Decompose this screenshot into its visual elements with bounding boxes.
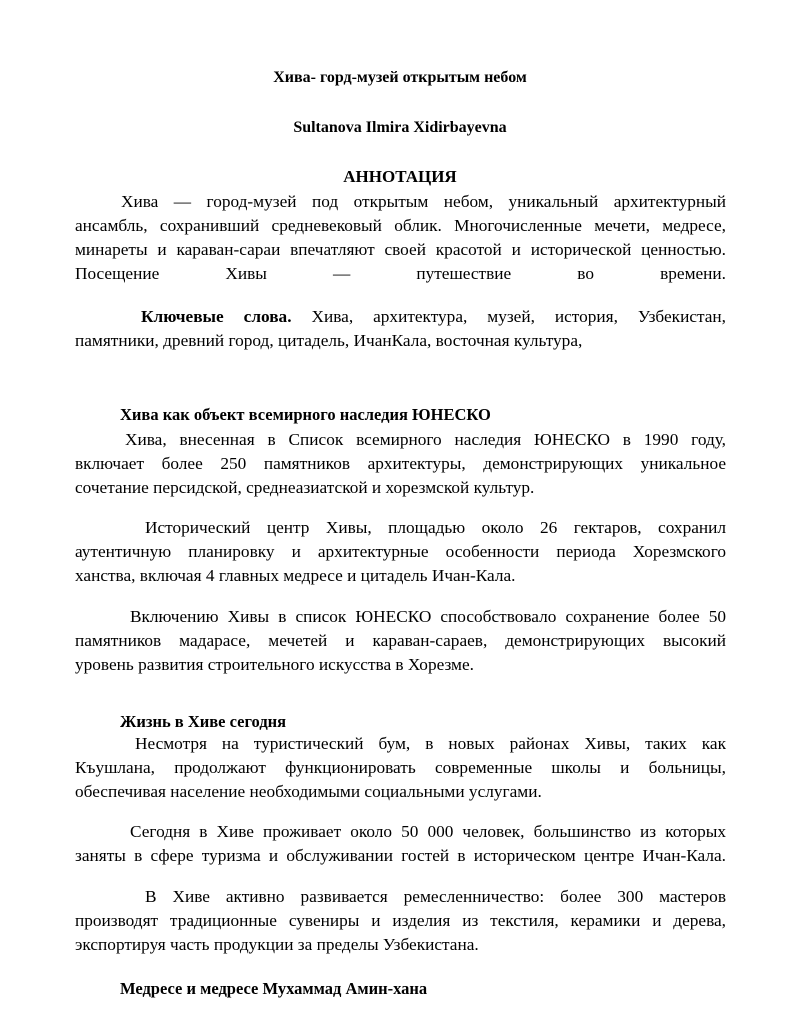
section1-paragraph-3 [75,605,726,677]
annotation-line: Посещение Хивы — путешествие во времени. [75,264,726,283]
section1-paragraph-1 [75,428,726,500]
paragraph-line: Хива, внесенная в Список всемирного наследия ЮНЕСКО в 1990 году, [125,430,726,449]
author-name: Sultanova Ilmira Xidirbayevna [293,119,507,136]
paragraph-line: производят традиционные сувениры и изделия из текстиля, керамики и дерева, [75,911,726,930]
keywords-paragraph [75,305,726,353]
paragraph-line: Исторический центр Хивы, площадью около 26 гектаров, сохранил [145,518,726,537]
keywords-line: памятники, древний город, цитадель, ИчанКала, восточная культура, [75,331,583,350]
section-heading-life: Жизнь в Хиве сегодня [120,712,287,731]
paragraph-line: памятников мадарасе, мечетей и караван-сараев, демонстрирующих высокий [75,631,726,650]
keywords-text: Хива, архитектура, музей, история, Узбекистан, [311,307,726,326]
paragraph-line: уровень развития строительного искусства в Хорезме. [75,655,474,674]
paragraph-line: заняты в сфере туризма и обслуживании гостей в историческом центре Ичан-Кала. [75,846,726,865]
paragraph-line: Сегодня в Хиве проживает около 50 000 человек, большинство из которых [130,822,726,841]
section2-paragraph-1 [75,732,726,804]
paragraph-line: включает более 250 памятников архитектуры, демонстрирующих уникальное [75,454,726,473]
section2-paragraph-2 [75,820,726,868]
paragraph-line: обеспечивая население необходимыми социальными услугами. [75,782,542,801]
paragraph-line: Къушлана, продолжают функционировать современные школы и больницы, [75,758,726,777]
annotation-paragraph [75,190,726,286]
paragraph-line: экспортируя часть продукции за пределы Узбекистана. [75,935,479,954]
document-title: Хива- горд-музей открытым небом [273,69,527,86]
section-heading-madrasa: Медресе и медресе Мухаммад Амин-хана [120,979,428,998]
paragraph-line: сочетание персидской, среднеазиатской и хорезмской культур. [75,478,535,497]
keywords-label: Ключевые слова. [141,307,292,326]
annotation-heading: АННОТАЦИЯ [343,167,457,186]
annotation-line: ансамбль, сохранивший средневековый облик. Многочисленные мечети, медресе, [75,216,726,235]
paragraph-line: аутентичную планировку и архитектурные особенности периода Хорезмского [75,542,726,561]
paragraph-line: В Хиве активно развивается ремесленничество: более 300 мастеров [145,887,726,906]
paragraph-line: ханства, включая 4 главных медресе и цитадель Ичан-Кала. [75,566,516,585]
annotation-line: минареты и караван-сараи впечатляют своей красотой и исторической ценностью. [75,240,726,259]
section1-paragraph-2 [75,516,726,588]
paragraph-line: Несмотря на туристический бум, в новых районах Хивы, таких как [135,734,726,753]
section-heading-unesco: Хива как объект всемирного наследия ЮНЕСКО [120,405,491,424]
keywords-line [75,305,726,329]
paragraph-line: Включению Хивы в список ЮНЕСКО способствовало сохранение более 50 [130,607,726,626]
section2-paragraph-3 [75,885,726,957]
annotation-line: Хива — город-музей под открытым небом, уникальный архитектурный [121,192,726,211]
